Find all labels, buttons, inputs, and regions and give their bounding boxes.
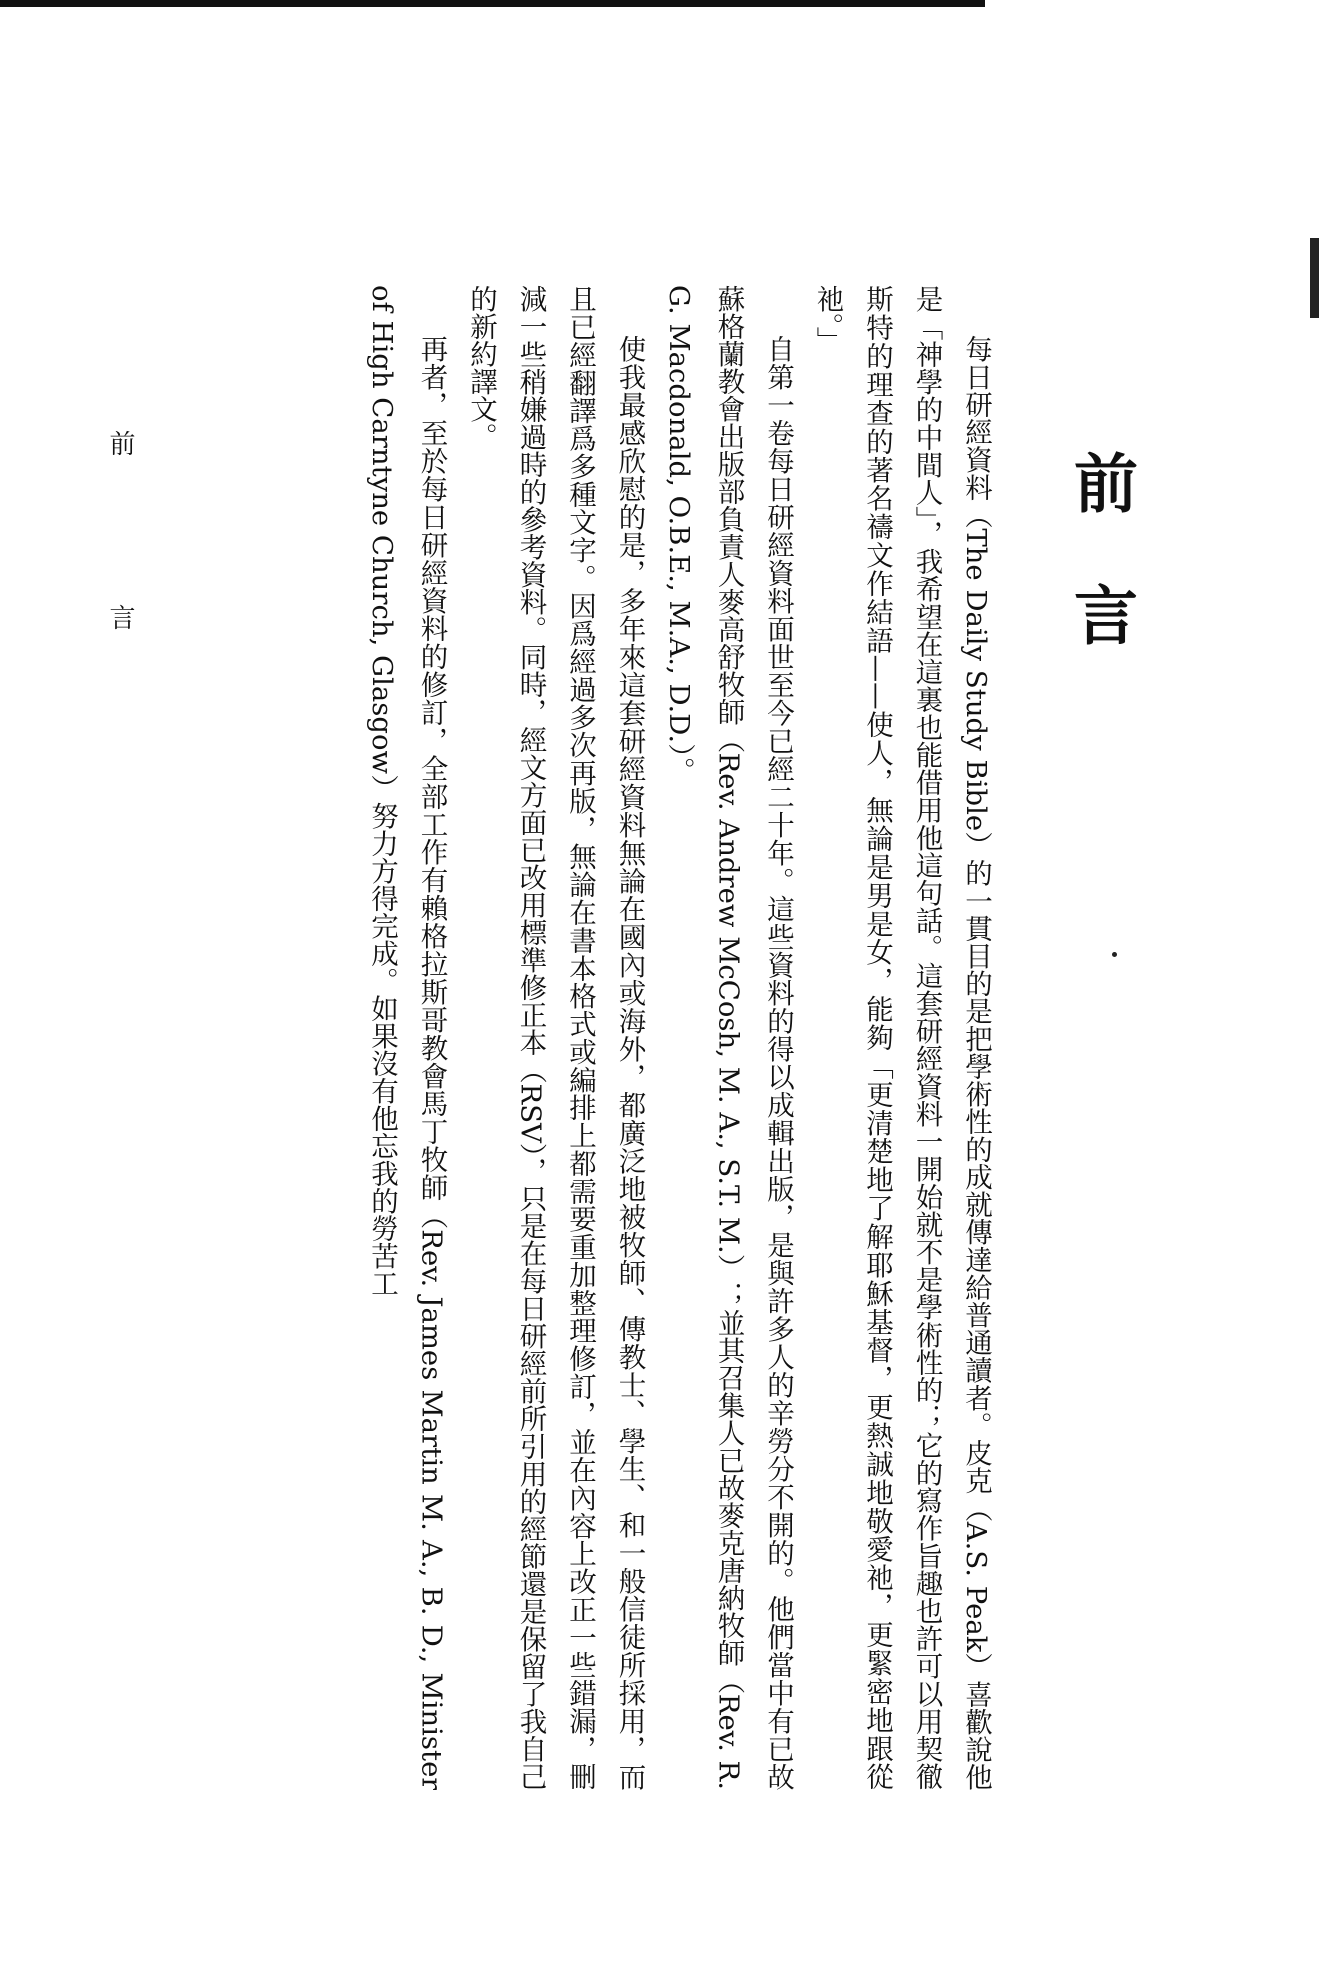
- page-edge-mark: [1310, 238, 1319, 318]
- top-border-rule: [0, 0, 985, 7]
- running-head: 前 言: [105, 430, 135, 701]
- page-title: 前言: [1063, 450, 1138, 714]
- paragraph-4: 再者，至於每日研經資料的修訂，全部工作有賴格拉斯哥教會馬丁牧師（Rev. James Martin M. A., B. D., Minister of High Carntyne Church, Glasgow）努力方得完成。如果沒有他忘我的勞苦工: [366, 285, 448, 1790]
- preface-body: [170, 285, 1000, 1790]
- paragraph-3: 使我最感欣慰的是，多年來這套研經資料無論在國內或海外，都廣泛地被牧師、傳教士、學生、和一般信徒所採用，而且已經翻譯爲多種文字。因爲經過多次再版，無論在書本格式或編排上都需要重加整理修訂，並在內容上改正一些錯漏，刪減一些稍嫌過時的參考資料。同時，經文方面已改用標準修正本（RSV），只是在每日研經前所引用的經節還是保留了我自己的新約譯文。: [465, 285, 646, 1790]
- paragraph-2: 自第一卷每日研經資料面世至今已經二十年。這些資料的得以成輯出版，是與許多人的辛勞分不開的。他們當中有已故蘇格蘭教會出版部負責人麥高舒牧師（Rev. Andrew McCosh, M. A., S.T. M.）；並其召集人已故麥克唐納牧師（Rev. R. G. Macdonald, O.B.E., M.A., D.D.）。: [663, 285, 794, 1790]
- scan-speck: [1112, 952, 1117, 957]
- paragraph-1: 每日研經資料（The Daily Study Bible）的一貫目的是把學術性的成就傳達給普通讀者。皮克（A.S. Peak）喜歡說他是「神學的中間人」，我希望在這裏也能借用他這句話。這套研經資料一開始就不是學術性的；它的寫作旨趣也許可以用契徹斯特的理查的著名禱文作結語——使人，無論是男是女，能夠「更清楚地了解耶穌基督，更熱誠地敬愛祂，更緊密地跟從祂。」: [811, 285, 992, 1790]
